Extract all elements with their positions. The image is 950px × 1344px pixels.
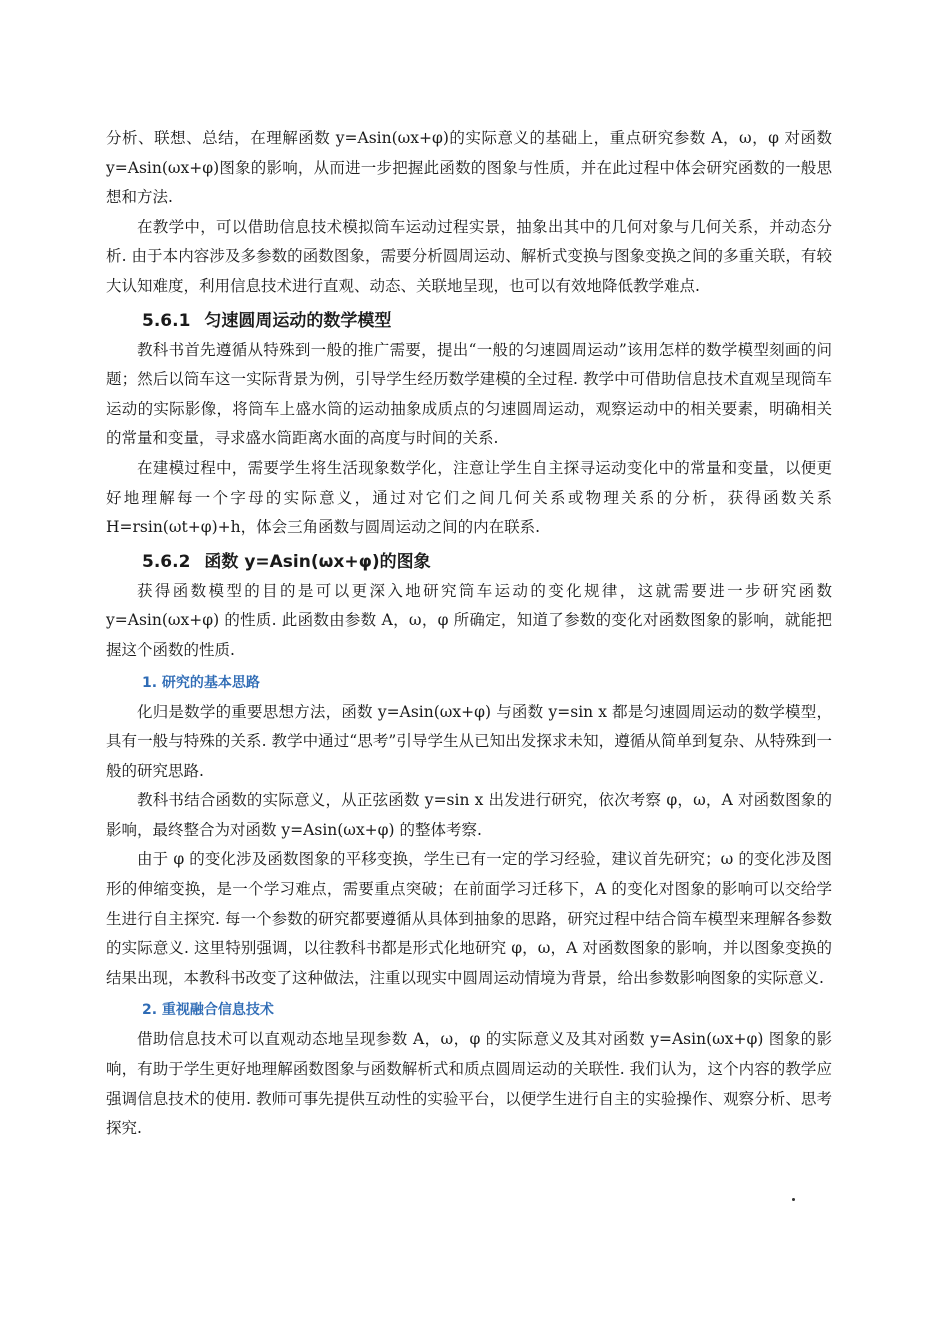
paragraph-intro-continued: 分析、联想、总结，在理解函数 y=Asin(ωx+φ)的实际意义的基础上，重点研究参数 A，ω，φ 对函数 y=Asin(ωx+φ)图象的影响，从而进一步把握此函数的图象与性质，并在此过程中体会研究函数的一般思想和方法.	[106, 129, 832, 207]
section-title: 匀速圆周运动的数学模型	[204, 310, 392, 331]
section-heading-5-6-1	[106, 306, 832, 336]
paragraph-modeling-process: 在建模过程中，需要学生将生活现象数学化，注意让学生自主探寻运动变化中的常量和变量，以便更好地理解每一个字母的实际意义，通过对它们之间几何关系或物理关系的分析，获得函数关系 H=rsin(ωt+φ)+h，体会三角函数与圆周运动之间的内在联系.	[106, 458, 832, 537]
section-title: 函数 y=Asin(ωx+φ)的图象	[204, 551, 431, 572]
section-number: 5.6.2	[142, 551, 191, 572]
paragraph-reduction: 化归是数学的重要思想方法，函数 y=Asin(ωx+φ) 与函数 y=sin x 都是匀速圆周运动的数学模型，具有一般与特殊的关系. 教学中通过“思考”引导学生从已知出发探求未知，遵循从简单到复杂、从特殊到一般的研究思路.	[106, 702, 832, 780]
section-number: 5.6.1	[142, 310, 191, 331]
paragraph-parameter-order: 由于 φ 的变化涉及函数图象的平移变换，学生已有一定的学习经验，建议首先研究；ω 的变化涉及图形的伸缩变换，是一个学习难点，需要重点突破；在前面学习迁移下，A 的变化对图象的影响可以交给学生进行自主探究. 每一个参数的研究都要遵循从具体到抽象的思路，研究过程中结合筒车模型来理解各参数的实际意义. 这里特别强调，以往教科书都是形式化地研究 φ，ω，A 对函数图象的影响，并以图象变换的结果出现，本教科书改变了这种做法，注重以现实中圆周运动情境为背景，给出参数影响图象的实际意义.	[106, 850, 832, 987]
paragraph-function-model: 获得函数模型的目的是可以更深入地研究筒车运动的变化规律，这就需要进一步研究函数 y=Asin(ωx+φ) 的性质. 此函数由参数 A，ω，φ 所确定，知道了参数的变化对函数图象的影响，就能把握这个函数的性质.	[106, 581, 832, 659]
subsection-heading-info-tech: 2. 重视融合信息技术	[142, 1002, 274, 1019]
section-heading-5-6-2	[106, 547, 832, 577]
paragraph-sine-study: 教科书结合函数的实际意义，从正弦函数 y=sin x 出发进行研究，依次考察 φ，ω，A 对函数图象的影响，最终整合为对函数 y=Asin(ωx+φ) 的整体考察.	[106, 791, 832, 839]
paragraph-model-intro: 教科书首先遵循从特殊到一般的推广需要，提出“一般的匀速圆周运动”该用怎样的数学模型刻画的问题；然后以筒车这一实际背景为例，引导学生经历数学建模的全过程. 教学中可借助信息技术直观呈现筒车运动的实际影像，将筒车上盛水筒的运动抽象成质点的匀速圆周运动，观察运动中的相关要素，明确相关的常量和变量，寻求盛水筒距离水面的高度与时间的关系.	[106, 340, 832, 448]
subsection-heading-basic-approach: 1. 研究的基本思路	[142, 674, 260, 691]
paragraph-teaching-tech: 在教学中，可以借助信息技术模拟筒车运动过程实景，抽象出其中的几何对象与几何关系，并动态分析. 由于本内容涉及多参数的函数图象，需要分析圆周运动、解析式变换与图象变换之间的多重关联，有较大认知难度，利用信息技术进行直观、动态、关联地呈现，也可以有效地降低教学难点.	[106, 217, 832, 295]
paragraph-info-tech: 借助信息技术可以直观动态地呈现参数 A，ω，φ 的实际意义及其对函数 y=Asin(ωx+φ) 图象的影响，有助于学生更好地理解函数图象与函数解析式和质点圆周运动的关联性. 我们认为，这个内容的教学应强调信息技术的使用. 教师可事先提供互动性的实验平台，以便学生进行自主的实验操作、观察分析、思考探究.	[106, 1030, 832, 1138]
scan-speck	[792, 1198, 795, 1201]
